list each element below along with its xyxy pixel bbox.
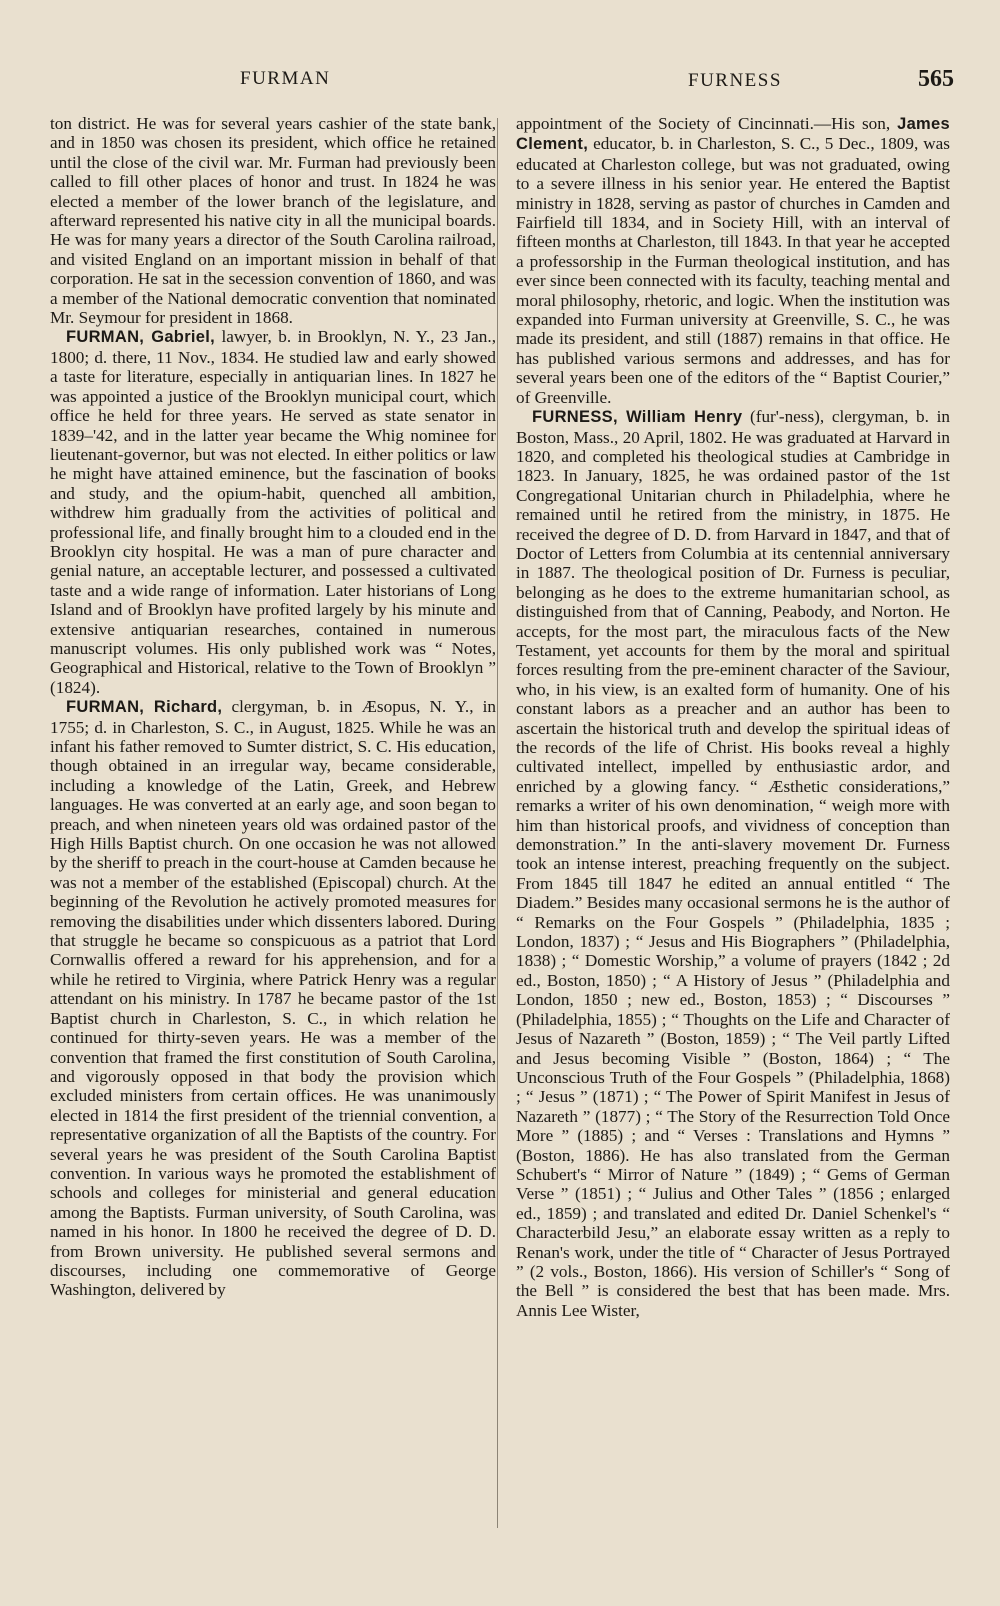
entry-continuation-paragraph: ton district. He was for several years cashier of the state bank, and in 1850 was chosen its president, which office he retained until the close of the civil war. Mr. Furman had previously been called to fill other places of honor and trust. In 1824 he was elected a member of the lower branch of the legislature, and afterward represented his native city in all the municipal boards. He was for many years a director of the South Carolina railroad, and visited England on an important mission in behalf of that corporation. He sat in the secession convention of 1860, and was a member of the National democratic convention that nominated Mr. Seymour for president in 1868. [50,114,496,328]
entry-body: lawyer, b. in Brooklyn, N. Y., 23 Jan., 1800; d. there, 11 Nov., 1834. He studied law and early showed a taste for literature, especially in antiquarian lines. In 1827 he was appointed a justice of the Brooklyn municipal court, which office he held for three years. He served as state senator in 1839–'42, and in the latter year became the Whig nominee for lieutenant-governor, but was not elected. In either politics or law he might have attained eminence, but the fascination of books and study, and the opium-habit, quenched all ambition, withdrew him gradually from the activities of political and professional life, and finally brought him to a clouded end in the Brooklyn city hospital. He was a man of pure character and genial nature, an acceptable lecturer, and possessed a cultivated taste and a wide range of information. Later historians of Long Island and of Brooklyn have profited largely by his minute and extensive antiquarian researches, contained in numerous manuscript volumes. His only published work was “ Notes, Geographical and Historical, relative to the Town of Brooklyn ” (1824). [50,327,496,697]
column-divider [497,118,498,1528]
entry-furman-gabriel [50,327,496,697]
entry-headword: FURMAN, Gabriel, [66,328,216,347]
entry-body: clergyman, b. in Æsopus, N. Y., in 1755; d. in Charleston, S. C., in August, 1825. While he was an infant his father removed to Sumter district, S. C. His education, though obtained in an irregular way, became considerable, including a knowledge of the Latin, Greek, and Hebrew languages. He was converted at an early age, and soon began to preach, and when nineteen years old was ordained pastor of the High Hills Baptist church. On one occasion he was not allowed by the sheriff to preach in the court-house at Camden because he was not a member of the established (Episcopal) church. At the beginning of the Revolution he actively promoted measures for removing the disabilities under which dissenters labored. During that struggle he became so conspicuous as a patriot that Lord Cornwallis offered a reward for his apprehension, and for a while he retired to Virginia, where Patrick Henry was a regular attendant on his ministry. In 1787 he became pastor of the 1st Baptist church in Charleston, S. C., in which relation he continued for thirty-seven years. He was a member of the convention that framed the first constitution of South Carolina, and vigorously opposed in that body the provision which excluded ministers from certain offices. He was unanimously elected in 1814 the first president of the triennial convention, a representative organization of all the Baptists of the country. For several years he was president of the South Carolina Baptist convention. In various ways he promoted the establishment of schools and colleges for ministerial and general education among the Baptists. Furman university, of South Carolina, was named in his honor. In 1800 he received the degree of D. D. from Brown university. He published several sermons and discourses, including one commemorative of George Washington, delivered by [50,697,496,1300]
entry-body: educator, b. in Charleston, S. C., 5 Dec., 1809, was educated at Charleston college, but was not graduated, owing to a severe illness in his senior year. He entered the Baptist ministry in 1828, serving as pastor of churches in Camden and Fairfield till 1834, and in Society Hill, with an interval of fifteen months at Charleston, till 1843. In that year he accepted a professorship in the Furman theological institution, and has ever since been connected with its faculty, teaching mental and moral philosophy, rhetoric, and logic. When the institution was expanded into Furman university at Greenville, S. C., he was made its president, and still (1887) remains in that office. He has published various sermons and addresses, and has for several years been one of the editors of the “ Baptist Courier,” of Greenville. [516,134,950,407]
running-header [0,62,1000,102]
entry-body: (fur'-ness), clergyman, b. in Boston, Mass., 20 April, 1802. He was graduated at Harvard in 1820, and completed his theological studies at Cambridge in 1823. In January, 1825, he was ordained pastor of the 1st Congregational Unitarian church in Philadelphia, where he remained until he retired from the ministry, in 1875. He received the degree of D. D. from Harvard in 1847, and that of Doctor of Letters from Columbia at its centennial anniversary in 1887. The theological position of Dr. Furness is peculiar, belonging as he does to the extreme humanitarian school, as distinguished from that of Canning, Peabody, and Norton. He accepts, for the most part, the miraculous facts of the New Testament, yet accounts for them by the moral and spiritual forces resulting from the pre-eminent character of the Saviour, who, in his view, is an exalted form of humanity. One of his constant labors as a preacher and an author has been to ascertain the historical truth and develop the spiritual ideas of the records of the life of Christ. His books reveal a highly cultivated intellect, impelled by enthusiastic ardor, and enriched by a glowing fancy. “ Æsthetic considerations,” remarks a writer of his own denomination, “ weigh more with him than historical proofs, and vividness of conception than demonstration.” In the anti-slavery movement Dr. Furness took an intense interest, preaching frequently on the subject. From 1845 till 1847 he edited an annual entitled “ The Diadem.” Besides many occasional sermons he is the author of “ Remarks on the Four Gospels ” (Philadelphia, 1835 ; London, 1837) ; “ Jesus and His Biographers ” (Philadelphia, 1838) ; “ Domestic Worship,” a volume of prayers (1842 ; 2d ed., Boston, 1850) ; “ A History of Jesus ” (Philadelphia and London, 1850 ; new ed., Boston, 1853) ; “ Discourses ” (Philadelphia, 1855) ; “ Thoughts on the Life and Character of Jesus of Nazareth ” (Boston, 1859) ; “ The Veil partly Lifted and Jesus becoming Visible ” (Boston, 1864) ; “ The Unconscious Truth of the Four Gospels ” (Philadelphia, 1868) ; “ Jesus ” (1871) ; “ The Power of Spirit Manifest in Jesus of Nazareth ” (1877) ; “ The Story of the Resurrection Told Once More ” (1885) ; and “ Verses : Translations and Hymns ” (Boston, 1886). He has also translated from the German Schubert's “ Mirror of Nature ” (1849) ; “ Gems of German Verse ” (1851) ; “ Julius and Other Tales ” (1856 ; enlarged ed., 1859) ; and translated and edited Dr. Daniel Schenkel's “ Characterbild Jesu,” an elaborate essay written as a reply to Renan's work, under the title of “ Character of Jesus Portrayed ” (2 vols., Boston, 1866). His version of Schiller's “ Song of the Bell ” is considered the best that has been made. Mrs. Annis Lee Wister, [516,407,950,1320]
entry-furness-william-henry [516,407,950,1320]
running-head-left: FURMAN [240,68,331,89]
entry-body: appointment of the Society of Cincinnati.—His son, [516,114,898,133]
right-column [516,114,950,1320]
entry-headword: James Clement, [516,115,950,154]
entry-furman-james-clement [516,114,950,407]
entry-headword: FURNESS, William Henry [532,408,743,427]
entry-headword: FURMAN, Richard, [66,698,223,717]
left-column [50,114,496,1300]
running-head-right: FURNESS [688,70,782,91]
page-number: 565 [918,66,954,92]
entry-furman-richard [50,697,496,1300]
